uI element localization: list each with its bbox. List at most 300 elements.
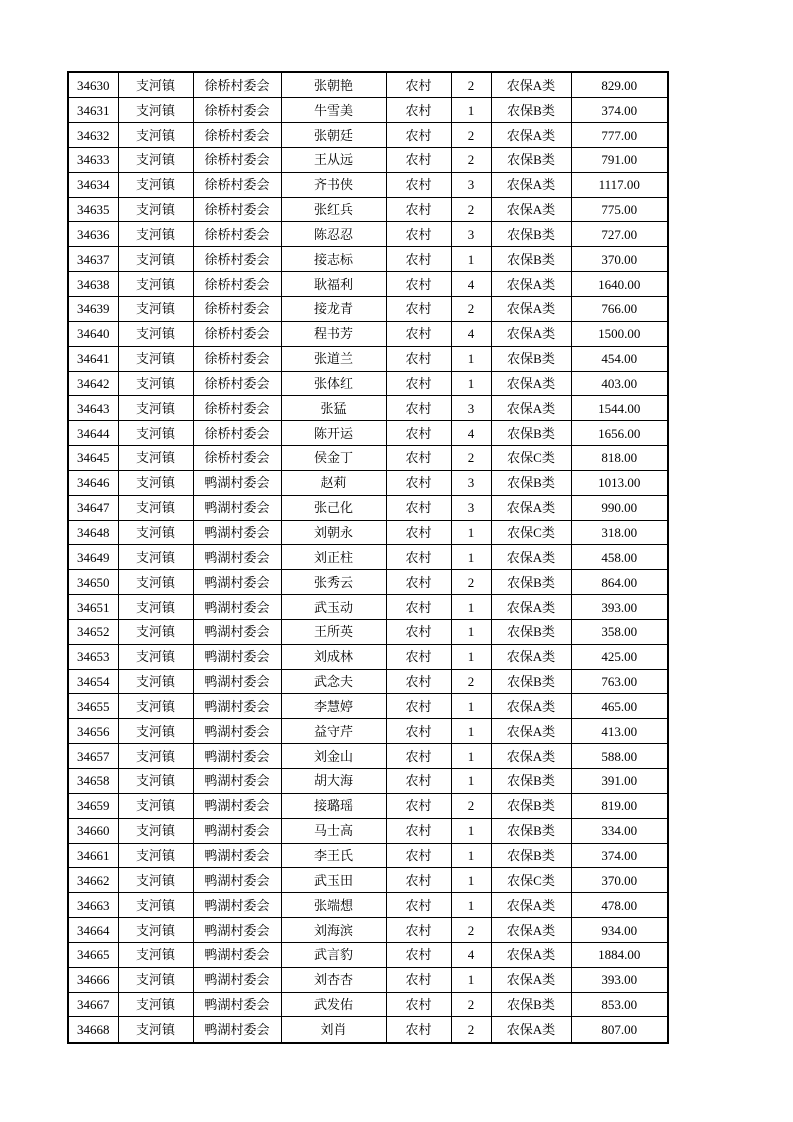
cell-record-id: 34633 [68,147,118,172]
cell-town: 支河镇 [118,123,193,148]
cell-person-name: 武玉田 [281,868,386,893]
table-row [68,818,668,843]
cell-record-id: 34638 [68,272,118,297]
cell-record-id: 34658 [68,769,118,794]
cell-insurance-category: 农保C类 [491,868,571,893]
cell-amount: 413.00 [571,719,668,744]
table-row [68,595,668,620]
cell-record-id: 34659 [68,793,118,818]
cell-person-count: 1 [451,719,491,744]
cell-amount: 1884.00 [571,942,668,967]
cell-town: 支河镇 [118,644,193,669]
cell-amount: 853.00 [571,992,668,1017]
table-row [68,893,668,918]
cell-village-committee: 鸭湖村委会 [193,595,281,620]
cell-village-committee: 鸭湖村委会 [193,520,281,545]
cell-person-name: 耿福利 [281,272,386,297]
cell-amount: 864.00 [571,570,668,595]
cell-person-count: 1 [451,744,491,769]
cell-person-count: 1 [451,247,491,272]
table-row [68,793,668,818]
cell-village-committee: 徐桥村委会 [193,197,281,222]
table-row [68,545,668,570]
cell-residence-type: 农村 [386,619,451,644]
cell-town: 支河镇 [118,470,193,495]
cell-village-committee: 鸭湖村委会 [193,818,281,843]
cell-residence-type: 农村 [386,893,451,918]
cell-town: 支河镇 [118,296,193,321]
cell-insurance-category: 农保B类 [491,421,571,446]
cell-amount: 393.00 [571,967,668,992]
cell-person-count: 1 [451,371,491,396]
cell-residence-type: 农村 [386,98,451,123]
cell-person-count: 1 [451,868,491,893]
cell-record-id: 34662 [68,868,118,893]
cell-village-committee: 徐桥村委会 [193,123,281,148]
cell-town: 支河镇 [118,918,193,943]
table-row [68,123,668,148]
cell-person-count: 1 [451,644,491,669]
cell-record-id: 34643 [68,396,118,421]
cell-residence-type: 农村 [386,123,451,148]
cell-amount: 478.00 [571,893,668,918]
cell-record-id: 34644 [68,421,118,446]
cell-town: 支河镇 [118,98,193,123]
cell-record-id: 34660 [68,818,118,843]
cell-village-committee: 鸭湖村委会 [193,992,281,1017]
cell-town: 支河镇 [118,321,193,346]
cell-insurance-category: 农保A类 [491,694,571,719]
table-row [68,470,668,495]
cell-insurance-category: 农保B类 [491,147,571,172]
cell-insurance-category: 农保A类 [491,272,571,297]
cell-town: 支河镇 [118,595,193,620]
cell-village-committee: 鸭湖村委会 [193,669,281,694]
cell-amount: 458.00 [571,545,668,570]
cell-insurance-category: 农保B类 [491,843,571,868]
cell-person-name: 张道兰 [281,346,386,371]
cell-person-name: 益守芹 [281,719,386,744]
cell-person-name: 刘朝永 [281,520,386,545]
cell-residence-type: 农村 [386,644,451,669]
cell-insurance-category: 农保A类 [491,371,571,396]
cell-village-committee: 鸭湖村委会 [193,868,281,893]
cell-amount: 374.00 [571,98,668,123]
cell-residence-type: 农村 [386,942,451,967]
cell-record-id: 34651 [68,595,118,620]
cell-residence-type: 农村 [386,744,451,769]
cell-record-id: 34653 [68,644,118,669]
cell-village-committee: 鸭湖村委会 [193,694,281,719]
cell-residence-type: 农村 [386,495,451,520]
table-row [68,843,668,868]
cell-town: 支河镇 [118,272,193,297]
cell-insurance-category: 农保C类 [491,520,571,545]
cell-town: 支河镇 [118,570,193,595]
cell-town: 支河镇 [118,694,193,719]
cell-amount: 766.00 [571,296,668,321]
cell-amount: 791.00 [571,147,668,172]
table-row [68,619,668,644]
cell-village-committee: 徐桥村委会 [193,396,281,421]
cell-person-name: 张体红 [281,371,386,396]
cell-insurance-category: 农保B类 [491,98,571,123]
cell-person-name: 刘肖 [281,1017,386,1043]
cell-residence-type: 农村 [386,147,451,172]
cell-person-name: 张朝廷 [281,123,386,148]
cell-person-count: 3 [451,495,491,520]
cell-record-id: 34666 [68,967,118,992]
cell-village-committee: 徐桥村委会 [193,321,281,346]
cell-town: 支河镇 [118,818,193,843]
cell-record-id: 34656 [68,719,118,744]
cell-record-id: 34667 [68,992,118,1017]
cell-person-name: 刘金山 [281,744,386,769]
cell-insurance-category: 农保B类 [491,669,571,694]
cell-person-count: 3 [451,470,491,495]
cell-insurance-category: 农保A类 [491,942,571,967]
cell-town: 支河镇 [118,520,193,545]
cell-person-count: 1 [451,694,491,719]
cell-town: 支河镇 [118,719,193,744]
cell-village-committee: 鸭湖村委会 [193,769,281,794]
cell-person-name: 武言豹 [281,942,386,967]
cell-village-committee: 鸭湖村委会 [193,1017,281,1043]
cell-person-name: 李慧婷 [281,694,386,719]
cell-village-committee: 鸭湖村委会 [193,942,281,967]
cell-record-id: 34661 [68,843,118,868]
cell-person-name: 李王氏 [281,843,386,868]
cell-residence-type: 农村 [386,321,451,346]
cell-residence-type: 农村 [386,272,451,297]
cell-village-committee: 徐桥村委会 [193,172,281,197]
cell-village-committee: 徐桥村委会 [193,296,281,321]
cell-person-name: 齐书侠 [281,172,386,197]
cell-amount: 391.00 [571,769,668,794]
table-row [68,918,668,943]
cell-amount: 393.00 [571,595,668,620]
table-row [68,992,668,1017]
cell-person-count: 2 [451,669,491,694]
cell-amount: 763.00 [571,669,668,694]
cell-amount: 1013.00 [571,470,668,495]
cell-record-id: 34665 [68,942,118,967]
cell-residence-type: 农村 [386,172,451,197]
cell-town: 支河镇 [118,197,193,222]
cell-village-committee: 徐桥村委会 [193,346,281,371]
cell-record-id: 34654 [68,669,118,694]
cell-person-count: 1 [451,595,491,620]
cell-person-name: 张朝艳 [281,72,386,98]
cell-town: 支河镇 [118,396,193,421]
cell-person-count: 2 [451,570,491,595]
cell-person-name: 接璐瑶 [281,793,386,818]
cell-residence-type: 农村 [386,396,451,421]
cell-record-id: 34630 [68,72,118,98]
cell-amount: 370.00 [571,868,668,893]
cell-record-id: 34632 [68,123,118,148]
cell-town: 支河镇 [118,72,193,98]
cell-person-name: 侯金丁 [281,446,386,471]
cell-insurance-category: 农保A类 [491,595,571,620]
cell-record-id: 34668 [68,1017,118,1043]
cell-village-committee: 徐桥村委会 [193,98,281,123]
cell-residence-type: 农村 [386,421,451,446]
cell-village-committee: 鸭湖村委会 [193,719,281,744]
cell-residence-type: 农村 [386,197,451,222]
cell-residence-type: 农村 [386,296,451,321]
cell-amount: 588.00 [571,744,668,769]
cell-insurance-category: 农保B类 [491,769,571,794]
table-body [68,72,668,1043]
cell-town: 支河镇 [118,545,193,570]
cell-insurance-category: 农保A类 [491,296,571,321]
cell-village-committee: 鸭湖村委会 [193,744,281,769]
cell-record-id: 34646 [68,470,118,495]
cell-insurance-category: 农保A类 [491,321,571,346]
cell-person-count: 1 [451,769,491,794]
cell-insurance-category: 农保A类 [491,197,571,222]
table-row [68,98,668,123]
cell-record-id: 34648 [68,520,118,545]
cell-village-committee: 徐桥村委会 [193,272,281,297]
cell-person-count: 2 [451,446,491,471]
cell-residence-type: 农村 [386,371,451,396]
cell-person-count: 2 [451,296,491,321]
cell-amount: 374.00 [571,843,668,868]
cell-record-id: 34635 [68,197,118,222]
table-row [68,942,668,967]
cell-amount: 819.00 [571,793,668,818]
cell-record-id: 34655 [68,694,118,719]
table-row [68,72,668,98]
cell-person-count: 1 [451,843,491,868]
cell-person-name: 张猛 [281,396,386,421]
cell-amount: 318.00 [571,520,668,545]
cell-residence-type: 农村 [386,719,451,744]
cell-insurance-category: 农保A类 [491,893,571,918]
cell-residence-type: 农村 [386,247,451,272]
cell-village-committee: 鸭湖村委会 [193,843,281,868]
cell-person-count: 2 [451,147,491,172]
cell-person-count: 2 [451,1017,491,1043]
cell-residence-type: 农村 [386,570,451,595]
cell-person-count: 2 [451,197,491,222]
table-row [68,371,668,396]
cell-insurance-category: 农保A类 [491,967,571,992]
cell-insurance-category: 农保B类 [491,570,571,595]
cell-person-name: 武念夫 [281,669,386,694]
cell-amount: 807.00 [571,1017,668,1043]
cell-person-count: 4 [451,421,491,446]
table-row [68,1017,668,1043]
cell-insurance-category: 农保A类 [491,1017,571,1043]
cell-residence-type: 农村 [386,222,451,247]
cell-person-count: 2 [451,918,491,943]
cell-insurance-category: 农保A类 [491,918,571,943]
cell-person-name: 张红兵 [281,197,386,222]
cell-village-committee: 鸭湖村委会 [193,619,281,644]
cell-town: 支河镇 [118,371,193,396]
cell-insurance-category: 农保B类 [491,470,571,495]
cell-town: 支河镇 [118,769,193,794]
cell-village-committee: 徐桥村委会 [193,371,281,396]
cell-person-name: 陈忍忍 [281,222,386,247]
cell-amount: 1544.00 [571,396,668,421]
cell-town: 支河镇 [118,172,193,197]
table-row [68,769,668,794]
cell-person-name: 接志标 [281,247,386,272]
cell-amount: 829.00 [571,72,668,98]
cell-person-count: 3 [451,172,491,197]
cell-record-id: 34663 [68,893,118,918]
cell-person-name: 张端想 [281,893,386,918]
table-row [68,346,668,371]
cell-record-id: 34639 [68,296,118,321]
cell-record-id: 34652 [68,619,118,644]
cell-person-name: 马士高 [281,818,386,843]
cell-town: 支河镇 [118,495,193,520]
cell-insurance-category: 农保B类 [491,222,571,247]
cell-village-committee: 鸭湖村委会 [193,470,281,495]
table-row [68,719,668,744]
cell-person-count: 4 [451,272,491,297]
cell-person-name: 武玉动 [281,595,386,620]
cell-insurance-category: 农保A类 [491,172,571,197]
cell-residence-type: 农村 [386,694,451,719]
table-row [68,744,668,769]
table-row [68,570,668,595]
cell-record-id: 34650 [68,570,118,595]
cell-town: 支河镇 [118,967,193,992]
cell-town: 支河镇 [118,222,193,247]
cell-amount: 1117.00 [571,172,668,197]
cell-insurance-category: 农保C类 [491,446,571,471]
cell-residence-type: 农村 [386,446,451,471]
cell-insurance-category: 农保B类 [491,793,571,818]
cell-residence-type: 农村 [386,1017,451,1043]
cell-insurance-category: 农保B类 [491,619,571,644]
cell-person-name: 牛雪美 [281,98,386,123]
cell-amount: 1500.00 [571,321,668,346]
cell-record-id: 34645 [68,446,118,471]
cell-person-name: 刘成林 [281,644,386,669]
cell-insurance-category: 农保B类 [491,247,571,272]
cell-amount: 358.00 [571,619,668,644]
cell-amount: 818.00 [571,446,668,471]
cell-village-committee: 鸭湖村委会 [193,545,281,570]
table-row [68,868,668,893]
cell-town: 支河镇 [118,843,193,868]
cell-person-name: 张己化 [281,495,386,520]
cell-amount: 1656.00 [571,421,668,446]
cell-record-id: 34637 [68,247,118,272]
cell-residence-type: 农村 [386,918,451,943]
cell-town: 支河镇 [118,247,193,272]
cell-residence-type: 农村 [386,545,451,570]
cell-insurance-category: 农保A类 [491,719,571,744]
cell-town: 支河镇 [118,446,193,471]
cell-amount: 934.00 [571,918,668,943]
cell-person-count: 2 [451,992,491,1017]
cell-town: 支河镇 [118,669,193,694]
cell-amount: 454.00 [571,346,668,371]
cell-record-id: 34634 [68,172,118,197]
cell-residence-type: 农村 [386,992,451,1017]
cell-amount: 990.00 [571,495,668,520]
cell-amount: 370.00 [571,247,668,272]
cell-amount: 727.00 [571,222,668,247]
cell-residence-type: 农村 [386,520,451,545]
cell-record-id: 34647 [68,495,118,520]
table-row [68,694,668,719]
cell-record-id: 34664 [68,918,118,943]
cell-insurance-category: 农保A类 [491,545,571,570]
table-row [68,669,668,694]
cell-insurance-category: 农保A类 [491,495,571,520]
table-row [68,172,668,197]
cell-amount: 403.00 [571,371,668,396]
cell-town: 支河镇 [118,421,193,446]
cell-town: 支河镇 [118,868,193,893]
cell-village-committee: 鸭湖村委会 [193,918,281,943]
cell-record-id: 34657 [68,744,118,769]
cell-person-count: 4 [451,321,491,346]
cell-insurance-category: 农保A类 [491,744,571,769]
table-row [68,495,668,520]
cell-village-committee: 徐桥村委会 [193,446,281,471]
cell-residence-type: 农村 [386,769,451,794]
cell-town: 支河镇 [118,942,193,967]
cell-amount: 1640.00 [571,272,668,297]
cell-person-count: 1 [451,818,491,843]
cell-person-count: 1 [451,893,491,918]
cell-residence-type: 农村 [386,346,451,371]
cell-insurance-category: 农保A类 [491,123,571,148]
table-row [68,147,668,172]
cell-village-committee: 鸭湖村委会 [193,495,281,520]
cell-residence-type: 农村 [386,72,451,98]
cell-residence-type: 农村 [386,818,451,843]
cell-residence-type: 农村 [386,868,451,893]
cell-person-count: 2 [451,793,491,818]
cell-village-committee: 徐桥村委会 [193,72,281,98]
cell-record-id: 34640 [68,321,118,346]
cell-person-name: 刘杏杏 [281,967,386,992]
cell-person-name: 程书芳 [281,321,386,346]
cell-person-count: 1 [451,346,491,371]
cell-person-name: 赵莉 [281,470,386,495]
cell-residence-type: 农村 [386,967,451,992]
table-row [68,446,668,471]
cell-town: 支河镇 [118,992,193,1017]
cell-village-committee: 徐桥村委会 [193,247,281,272]
cell-person-name: 刘海滨 [281,918,386,943]
cell-village-committee: 鸭湖村委会 [193,644,281,669]
cell-person-name: 王所英 [281,619,386,644]
table-row [68,247,668,272]
table-row [68,197,668,222]
insurance-records-table [67,71,669,1044]
cell-residence-type: 农村 [386,595,451,620]
cell-person-name: 张秀云 [281,570,386,595]
cell-insurance-category: 农保A类 [491,396,571,421]
table-row [68,967,668,992]
cell-person-count: 1 [451,545,491,570]
cell-insurance-category: 农保B类 [491,346,571,371]
cell-amount: 334.00 [571,818,668,843]
table-row [68,421,668,446]
